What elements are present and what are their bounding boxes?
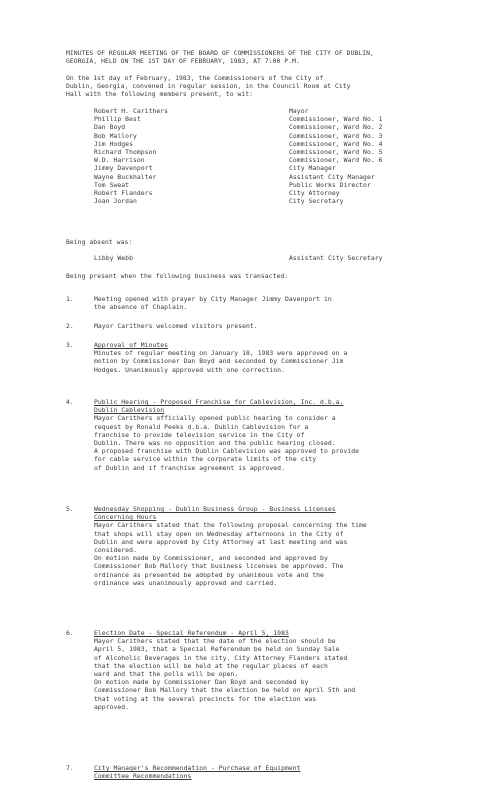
item-heading: Committee Recommendations [94,772,192,781]
item-line: the absence of Chaplain. [94,303,188,312]
absent-roster [94,254,383,262]
header-line: MINUTES OF REGULAR MEETING OF THE BOARD OF COMMISSIONERS OF THE CITY OF DUBLIN, [66,49,374,57]
item-line: On motion made by Commissioner Dan Boyd and seconded by [94,678,309,687]
item-heading: Public Hearing - Proposed Franchise for Cablevision, Inc. d.b.a. [94,398,344,406]
member-name: W.D. Harrison [94,156,145,165]
member-name: Jim Hodges [94,139,133,148]
item-number: 7. [66,764,74,772]
roster-row [94,189,383,197]
item-heading: Concerning Hours [94,513,157,522]
member-name: Dan Boyd [94,123,126,132]
agenda-item-7 [94,764,474,780]
member-name: Wayne Buckhalter [94,172,157,181]
absent-label-text: Being absent was: [66,238,133,246]
minutes-header [66,49,466,65]
item-number: 2. [66,322,74,330]
intro-paragraph [66,74,466,99]
member-name: Tom Sweat [94,180,130,189]
item-line: that shops will stay open on Wednesday afternoons in the City of [94,529,344,538]
item-line: motion by Commissioner Dan Boyd and seconded by Commissioner Jim [94,357,344,366]
member-name: Robert H. Carithers [94,107,169,115]
item-heading: Dublin Cablevision [94,406,165,415]
member-title: Commissioner, Ward No. 5 [289,147,383,156]
member-title: Assistant City Secretary [289,254,383,262]
roster-row [94,107,383,115]
member-name: Phillip Best [94,115,141,124]
member-title: Commissioner, Ward No. 2 [289,123,383,132]
item-number: 6. [66,629,74,637]
business-intro [66,272,466,280]
item-line: Mayor Carithers officially opened public hearing to consider a [94,414,336,423]
agenda-item-4 [94,398,474,472]
roster-row [94,181,383,189]
intro-line: On the 1st day of February, 1983, the Commissioners of the City of [66,74,324,82]
item-line: of Dublin and if franchise agreement is approved. [94,463,285,472]
item-line: Mayor Carithers welcomed visitors present. [94,322,258,330]
item-line: Dublin and were approved by City Attorney at last meeting and was [94,537,348,546]
item-line: Commissioner Bob Mallory that business licenses be approved. The [94,562,344,571]
member-name: Robert Flanders [94,188,153,197]
item-line: request by Ronald Peeks d.b.a. Dublin Cablevision for a [94,422,309,431]
item-line: that the election will be held at the regular places of each [94,661,328,670]
roster-row [94,164,383,172]
member-name: Richard Thompson [94,147,157,156]
item-heading: Wednesday Shopping - Dublin Business Group - Business Licenses [94,505,336,513]
item-line: ordinance as presented be adopted by unanimous vote and the [94,570,324,579]
item-number: 3. [66,341,74,349]
agenda-item-2 [94,322,474,330]
member-name: Bob Mallory [94,131,137,140]
roster-row [94,140,383,148]
member-title: Mayor [289,107,309,115]
member-name: Jimmy Davenport [94,164,153,173]
roster-row [94,123,383,131]
item-line: Commissioner Bob Mallory that the election be held on April 5th and [94,686,356,695]
roster-row [94,173,383,181]
agenda-item-1 [94,295,474,311]
member-title: Commissioner, Ward No. 3 [289,131,383,140]
agenda-item-6 [94,629,474,711]
item-line: Meeting opened with prayer by City Manager Jimmy Davenport in [94,295,332,303]
member-title: Public Works Director [289,180,371,189]
item-line: Mayor Carithers stated that the following proposal concerning the time [94,521,367,530]
roster-row [94,197,383,205]
item-line: Mayor Carithers stated that the date of the election should be [94,637,336,646]
member-title: Commissioner, Ward No. 4 [289,139,383,148]
item-line: Dublin. There was no opposition and the public hearing closed. [94,439,336,448]
item-line: considered. [94,546,137,555]
item-heading: City Manager's Recommendation - Purchase of Equipment [94,764,301,772]
roster-row [94,132,383,140]
member-title: Commissioner, Ward No. 6 [289,156,383,165]
item-line: Minutes of regular meeting on January 18, 1983 were approved on a [94,349,348,358]
item-line: approved. [94,702,130,711]
item-number: 5. [66,505,74,513]
item-line: ordinance was unanimously approved and carried. [94,578,278,587]
intro-line: Hall with the following members present, to wit: [66,90,254,99]
roster-row [94,254,383,262]
item-line: for cable service within the corporate limits of the city [94,455,317,464]
member-title: City Manager [289,164,336,173]
agenda-item-3 [94,341,474,374]
absent-label [66,238,466,246]
item-heading: Election Date - Special Referendum - April 5, 1983 [94,629,289,637]
attendance-roster [94,107,383,205]
member-title: City Attorney [289,188,340,197]
item-line: Hodges. Unanimously approved with one correction. [94,365,285,374]
member-title: Assistant City Manager [289,172,375,181]
header-line: GEORGIA, HELD ON THE 1ST DAY OF FEBRUARY, 1983, AT 7:00 P.M. [66,57,300,66]
member-title: Commissioner, Ward No. 1 [289,115,383,124]
item-line: of Alcoholic Beverages in the city. City Attorney Flanders stated [94,653,348,662]
roster-row [94,156,383,164]
intro-line: Dublin, Georgia, convened in regular session, in the Council Room at City [66,82,351,91]
roster-row [94,115,383,123]
item-line: franchise to provide television service in the City of [94,430,305,439]
roster-row [94,148,383,156]
item-number: 4. [66,398,74,406]
item-number: 1. [66,295,74,303]
item-line: A proposed franchise with Dublin Cablevision was approved to provide [94,447,360,456]
business-intro-text: Being present when the following business was transacted: [66,272,289,280]
item-line: ward and that the polls will be open. [94,670,239,679]
agenda-item-5 [94,505,474,587]
member-name: Joan Jordan [94,197,137,206]
item-line: that voting at the several precincts for the election was [94,694,317,703]
item-heading: Approval of Minutes [94,341,169,349]
member-name: Libby Webb [94,254,133,262]
member-title: City Secretary [289,197,344,206]
item-line: On motion made by Commissioner, and seconded and approved by [94,554,328,563]
item-line: April 5, 1983, that a Special Referendum be held on Sunday Sale [94,645,340,654]
